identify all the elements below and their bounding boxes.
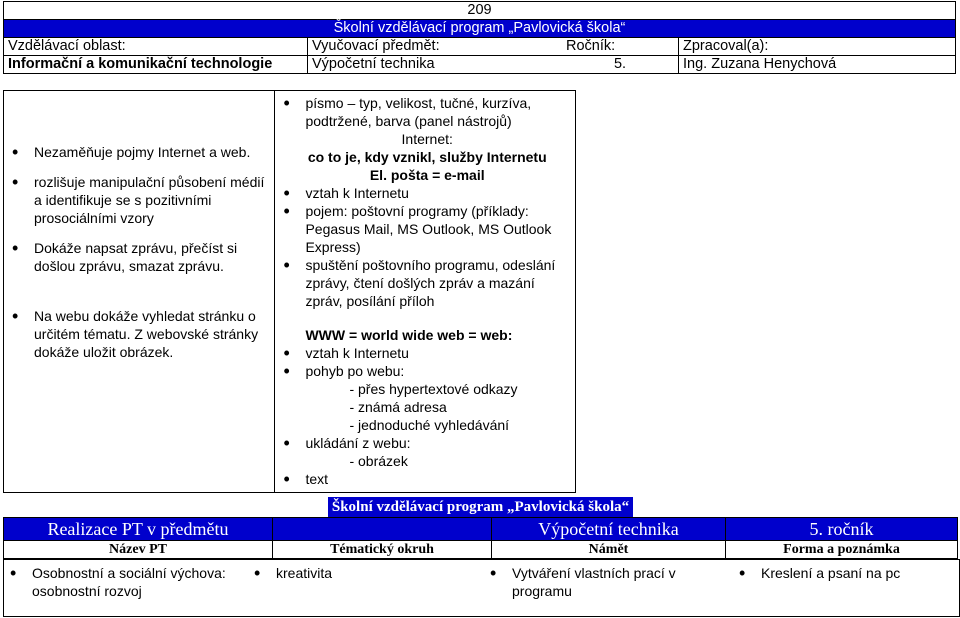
col-form: Forma a poznámka <box>726 541 958 559</box>
outcome-item: • rozlišuje manipulační působení médií a identifikuje se s pozitivními prosociálními vzory <box>8 173 270 227</box>
spacer-cell <box>273 518 492 541</box>
subject-label: Vyučovací předmět: <box>308 38 563 56</box>
idea-item: • Vytváření vlastních prací v programu <box>512 564 702 600</box>
mail-heading: El. pošta = e-mail <box>369 167 485 183</box>
area-item: • kreativita <box>276 564 446 582</box>
school-program-title: Školní vzdělávací program „Pavlovická škola“ <box>333 20 626 36</box>
author-label: Zpracoval(a): <box>679 38 956 56</box>
author-value: Ing. Zuzana Henychová <box>679 56 956 74</box>
mail-item: • spuštění poštovního programu, odeslání zprávy, čtení došlých zpráv a mazání zpráv, posílání příloh <box>283 256 571 310</box>
curriculum-table <box>3 90 576 493</box>
content-list <box>283 94 571 130</box>
outcome-item: • Dokáže napsat zprávu, přečíst si došlou zprávu, smazat zprávu. <box>8 239 270 275</box>
mail-item: • vztah k Internetu <box>283 184 571 202</box>
content-cell <box>275 91 576 493</box>
www-list <box>283 344 571 380</box>
area-label: Vzdělávací oblast: <box>4 38 308 56</box>
cross-topic-items <box>3 559 960 617</box>
www-text-list <box>283 470 571 488</box>
www-sub-item: - známá adresa <box>349 399 447 415</box>
outcomes-list <box>8 143 270 361</box>
header-table <box>3 1 956 74</box>
bottom-grade: 5. ročník <box>726 518 958 541</box>
subject-value: Výpočetní technika <box>308 56 563 74</box>
col-area: Tématický okruh <box>273 541 492 559</box>
form-item: • Kreslení a psaní na pc <box>761 564 951 582</box>
grade-label: Ročník: <box>562 38 679 56</box>
realization-label: Realizace PT v předmětu <box>4 518 273 541</box>
col-theme: Název PT <box>4 541 273 559</box>
page-number: 209 <box>4 2 956 20</box>
outcome-item: • Nezaměňuje pojmy Internet a web. <box>8 143 270 161</box>
www-sub-item: - přes hypertextové odkazy <box>349 381 518 397</box>
bottom-subject: Výpočetní technika <box>492 518 726 541</box>
header-program-cell <box>4 20 956 38</box>
bottom-program-row <box>4 497 958 518</box>
www-item: • pohyb po webu: <box>283 362 571 380</box>
www-save-list <box>283 434 571 452</box>
grade-value: 5. <box>562 56 679 74</box>
internet-subheading: co to je, kdy vznikl, služby Internetu <box>307 149 547 165</box>
www-sub-item: - obrázek <box>349 453 408 469</box>
theme-item: • Osobnostní a sociální výchova: osobnostní rozvoj <box>32 564 232 600</box>
internet-heading: Internet: <box>401 131 453 147</box>
area-value: Informační a komunikační technologie <box>4 56 308 74</box>
bottom-program-title: Školní vzdělávací program „Pavlovická škola“ <box>328 497 633 517</box>
www-heading: WWW = world wide web = web: <box>305 327 513 343</box>
col-idea: Námět <box>492 541 726 559</box>
cross-topic-table <box>3 497 958 559</box>
outcome-item: • Na webu dokáže vyhledat stránku o určitém tématu. Z webovské stránky dokáže uložit obrázek. <box>8 307 270 361</box>
www-sub-item: - jednoduché vyhledávání <box>349 417 510 433</box>
content-item: • písmo – typ, velikost, tučné, kurzíva, podtržené, barva (panel nástrojů) <box>283 94 571 130</box>
mail-item: • pojem: poštovní programy (příklady: Pegasus Mail, MS Outlook, MS Outlook Express) <box>283 202 571 256</box>
outcomes-cell <box>4 91 275 493</box>
www-item: • vztah k Internetu <box>283 344 571 362</box>
www-item: • ukládání z webu: <box>283 434 571 452</box>
mail-list <box>283 184 571 310</box>
www-item: • text <box>283 470 571 488</box>
